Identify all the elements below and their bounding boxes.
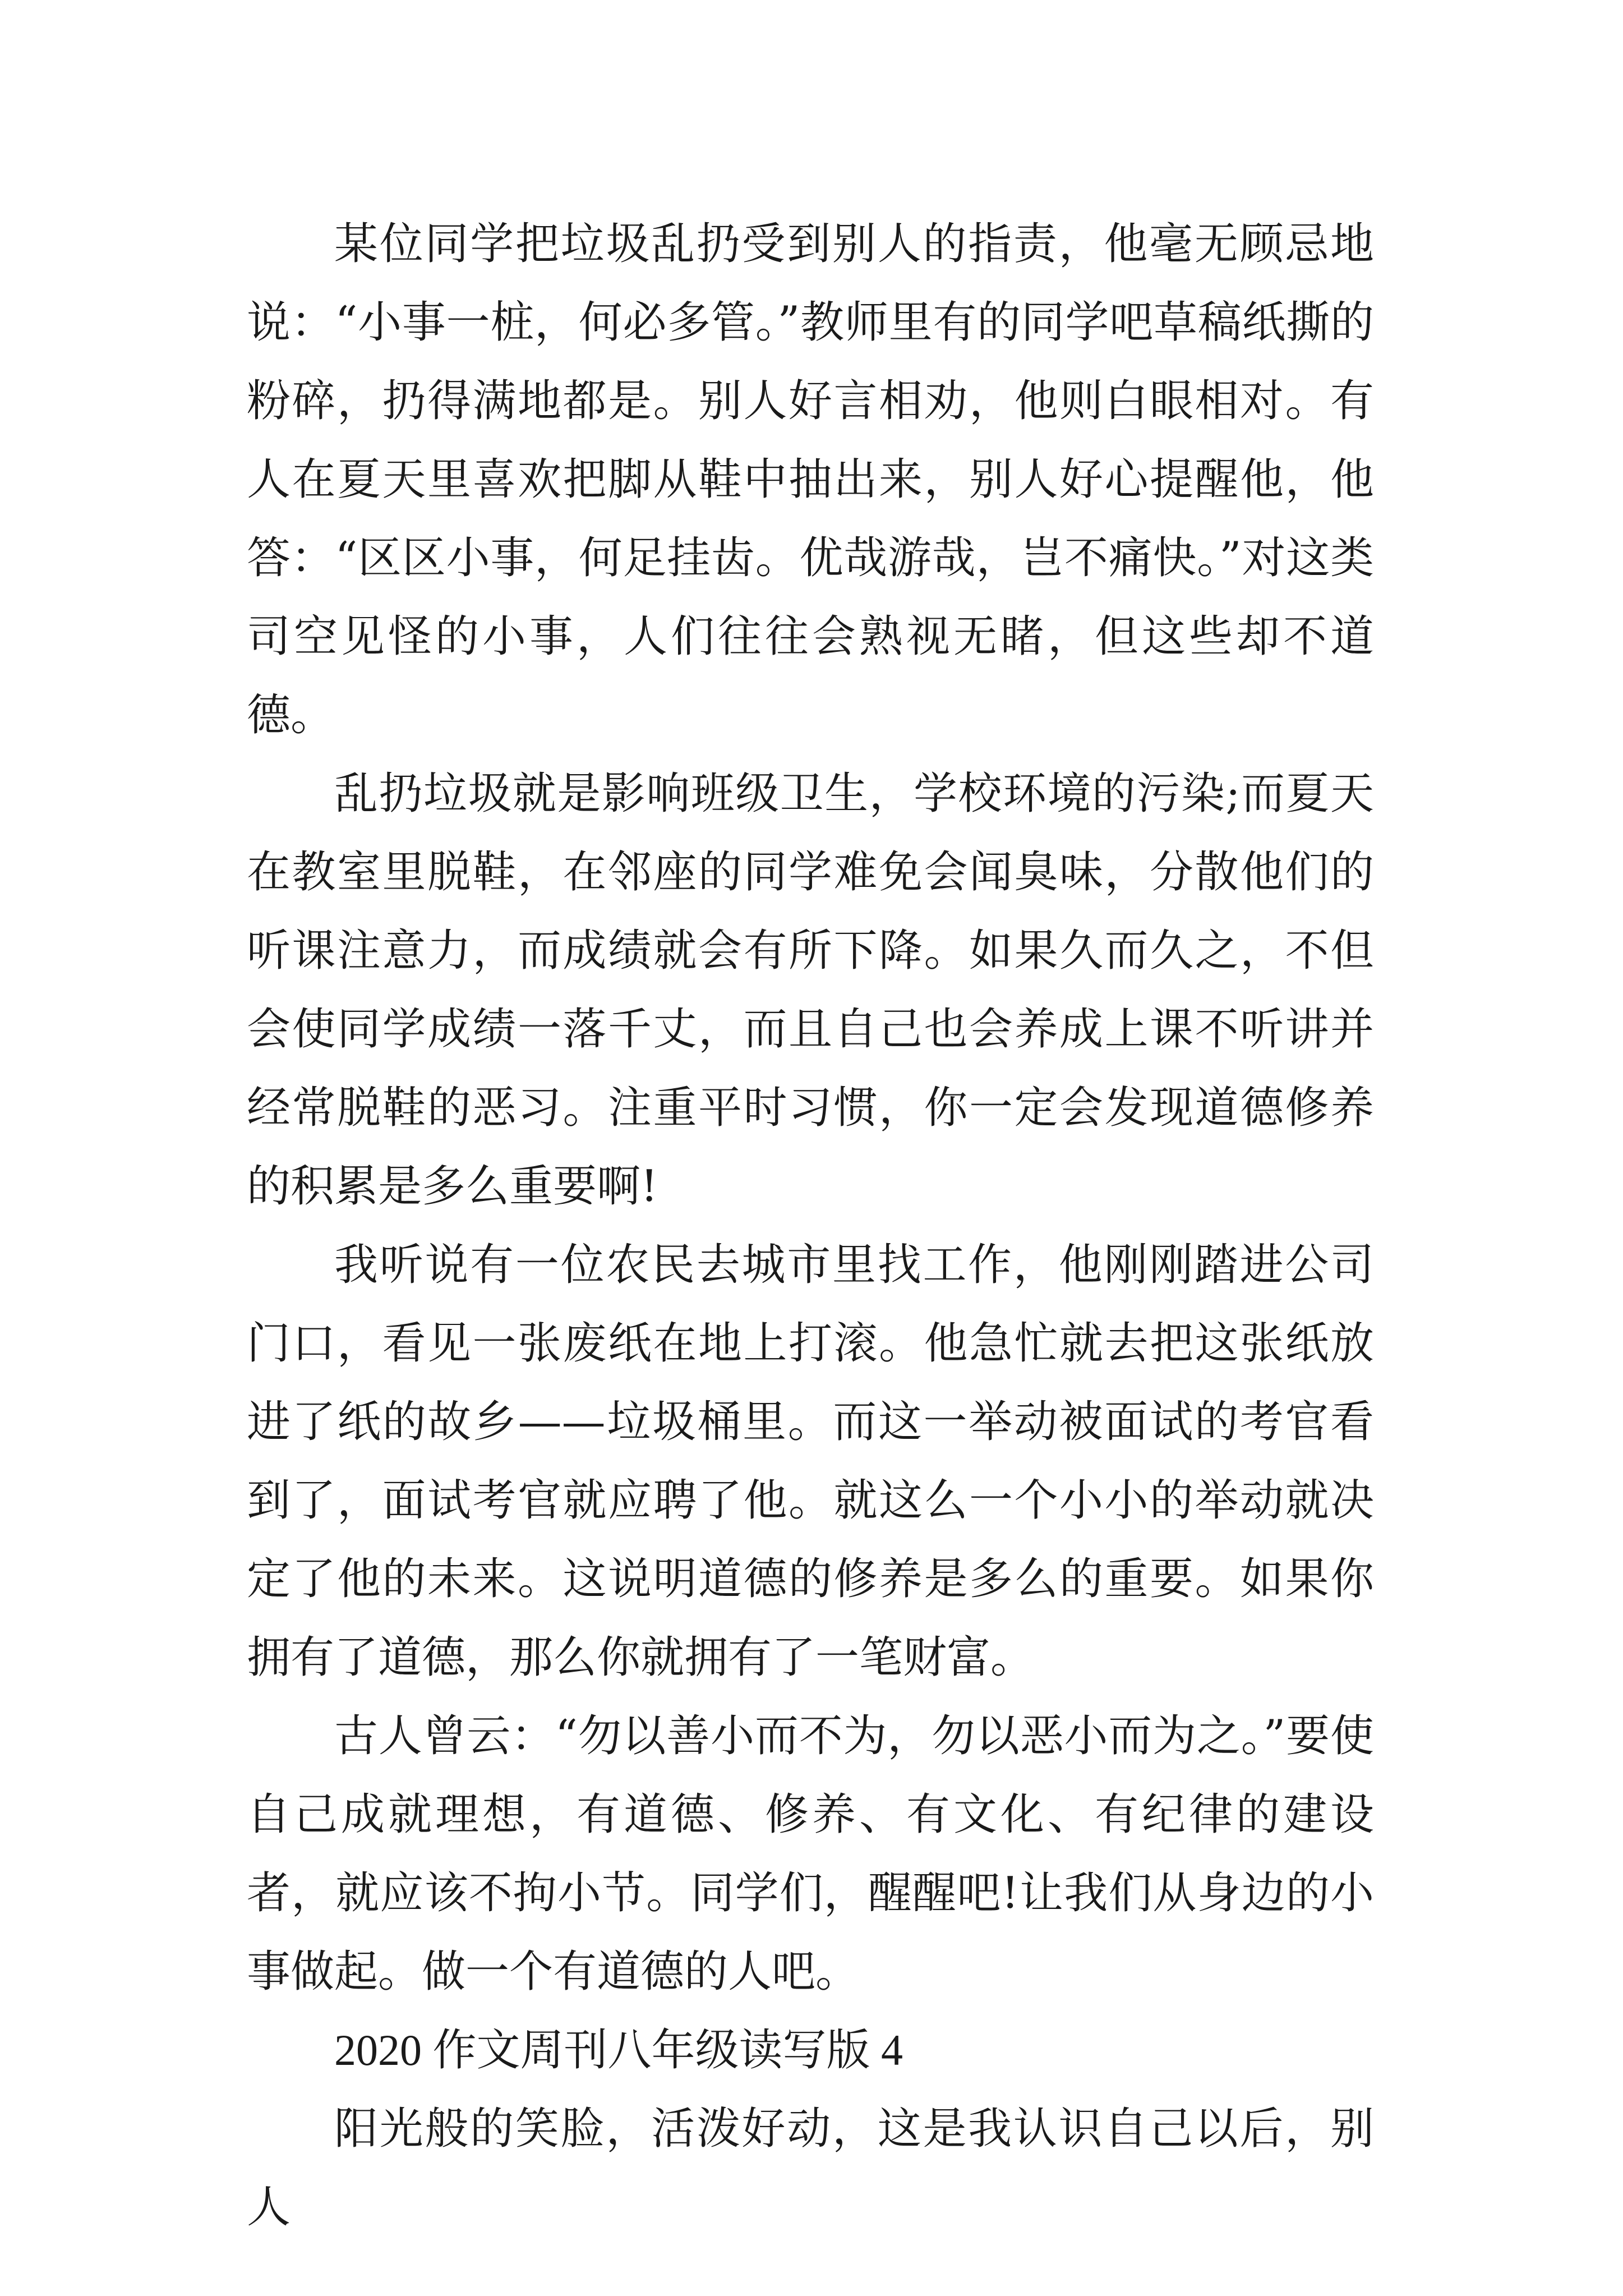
section-heading: 2020 作文周刊八年级读写版 4 <box>334 2026 903 2074</box>
paragraph-5: 阳光般的笑脸，活泼好动，这是我认识自己以后，别人 <box>247 2104 1374 2233</box>
paragraph-4: 古人曾云：“勿以善小而不为，勿以恶小而为之。”要使自己成就理想，有道德、修养、有文化、有纪律的建设者，就应该不拘小节。同学们，醒醒吧!让我们从身边的小事做起。做一个有道德的人吧。 <box>247 1711 1374 1997</box>
paragraph-3: 我听说有一位农民去城市里找工作，他刚刚踏进公司门口，看见一张废纸在地上打滚。他急忙就去把这张纸放进了纸的故乡——垃圾桶里。而这一举动被面试的考官看到了，面试考官就应聘了他。就这么一个小小的举动就决定了他的未来。这说明道德的修养是多么的重要。如果你拥有了道德，那么你就拥有了一笔财富。 <box>247 1240 1374 1683</box>
paragraph-1: 某位同学把垃圾乱扔受到别人的指责，他毫无顾忌地说：“小事一桩，何必多管。”教师里有的同学吧草稿纸撕的粉碎，扔得满地都是。别人好言相劝，他则白眼相对。有人在夏天里喜欢把脚从鞋中抽出来，别人好心提醒他，他答：“区区小事，何足挂齿。优哉游哉，岂不痛快。”对这类司空见怪的小事，人们往往会熟视无睹，但这些却不道德。 <box>247 219 1374 740</box>
paragraph-2: 乱扔垃圾就是影响班级卫生，学校环境的污染;而夏天在教室里脱鞋，在邻座的同学难免会闻臭味，分散他们的听课注意力，而成绩就会有所下降。如果久而久之，不但会使同学成绩一落千丈，而且自己也会养成上课不听讲并经常脱鞋的恶习。注重平时习惯，你一定会发现道德修养的积累是多么重要啊! <box>247 769 1374 1212</box>
document-body <box>247 205 1374 2247</box>
